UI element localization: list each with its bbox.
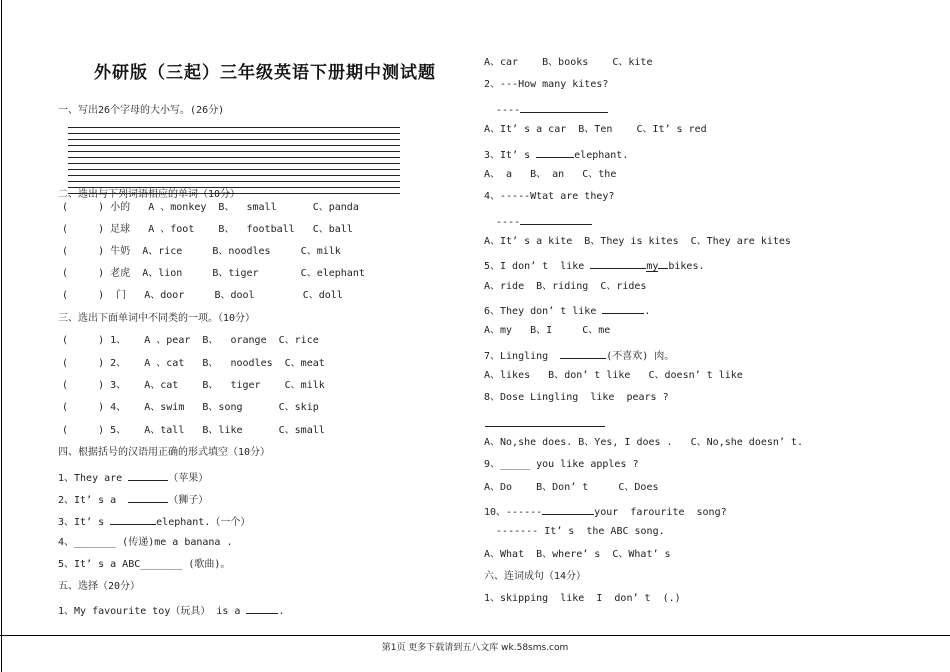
right-line: A、likes B、don’ t like C、doesn’ t like: [484, 370, 743, 381]
right-line: 7、Lingling (不喜欢) 肉。: [484, 347, 674, 364]
page-bottom-border: [0, 635, 950, 636]
right-line: A、Do B、Don’ t C、Does: [484, 482, 659, 493]
right-line: 10、------ your farourite song?: [484, 503, 727, 520]
section4-item-1: 1、They are （苹果）: [58, 469, 208, 486]
section3-item: ( ) 2、 A 、cat B、 noodles C、meat: [62, 358, 325, 369]
right-line: A、It’ s a car B、Ten C、It’ s red: [484, 124, 707, 135]
right-line: A、No,she does. B、Yes, I does . C、No,she doesn’ t.: [484, 437, 803, 448]
section3-heading: 三、选出下面单词中不同类的一项。（10分）: [58, 313, 256, 324]
right-line: 3、It’ s elephant.: [484, 146, 628, 163]
section4-item-2: 2、It’ s a （狮子）: [58, 491, 208, 508]
right-line: ----: [484, 213, 592, 230]
section2-item: ( ) 足球 A 、foot B、 football C、ball: [62, 224, 353, 235]
section3-item: ( ) 1、 A 、pear B、 orange C、rice: [62, 335, 319, 346]
section3-item: ( ) 5、 A、tall B、like C、small: [62, 425, 325, 436]
right-line: 9、_____ you like apples ?: [484, 459, 639, 470]
right-line: A、my B、I C、me: [484, 325, 611, 336]
section4-item-3: 3、It’ s elephant.（一个）: [58, 513, 250, 530]
right-line: A、car B、books C、kite: [484, 57, 653, 68]
right-line: 1、skipping like I don’ t (.): [484, 593, 681, 604]
right-line: A、What B、where’ s C、What’ s: [484, 549, 671, 560]
section2-item: ( ) 小的 A 、monkey B、 small C、panda: [62, 202, 359, 213]
right-line: 六、连词成句（14分）: [484, 571, 587, 582]
answer-blank-line: [485, 426, 605, 427]
page-title: 外研版（三起）三年级英语下册期中测试题: [94, 63, 436, 83]
section2-heading: 二、选出与下列词语相应的单词（10分）: [58, 189, 241, 200]
right-line: A、It’ s a kite B、They is kites C、They are kites: [484, 236, 791, 247]
section1-heading: 一、写出26个字母的大小写。(26分): [58, 105, 225, 116]
right-line: 2、---How many kites?: [484, 79, 609, 90]
right-line: 4、-----Wtat are they?: [484, 191, 615, 202]
right-line: ----: [484, 101, 608, 118]
section3-item: ( ) 3、 A、cat B、 tiger C、milk: [62, 380, 325, 391]
section2-item: ( ) 门 A、door B、dool C、doll: [62, 290, 343, 301]
page-footer: 第1页 更多下载请到五八文库 wk.58sms.com: [381, 643, 569, 653]
page-left-border: [1, 0, 2, 672]
section2-item: ( ) 老虎 A、lion B、tiger C、elephant: [62, 268, 365, 279]
section4-item-4: 4、_______ (传递)me a banana .: [58, 537, 233, 548]
right-line: A、 a B、 an C、the: [484, 169, 617, 180]
section3-item: ( ) 4、 A、swim B、song C、skip: [62, 402, 319, 413]
right-line: 8、Dose Lingling like pears ?: [484, 392, 669, 403]
right-line: ------- It’ s the ABC song.: [484, 526, 665, 537]
section5-question-1: 1、My favourite toy（玩具） is a .: [58, 602, 285, 619]
right-line: A、ride B、riding C、rides: [484, 281, 647, 292]
section5-heading: 五、选择（20分）: [58, 581, 141, 592]
section4-heading: 四、根据括号的汉语用正确的形式填空（10分）: [58, 447, 271, 458]
right-line: 5、I don’ t like my bikes.: [484, 257, 705, 274]
right-line: 6、They don’ t like .: [484, 302, 650, 319]
section4-item-5: 5、It’ s a ABC_______ (歌曲)。: [58, 559, 231, 570]
section2-item: ( ) 牛奶 A、rice B、noodles C、milk: [62, 246, 341, 257]
